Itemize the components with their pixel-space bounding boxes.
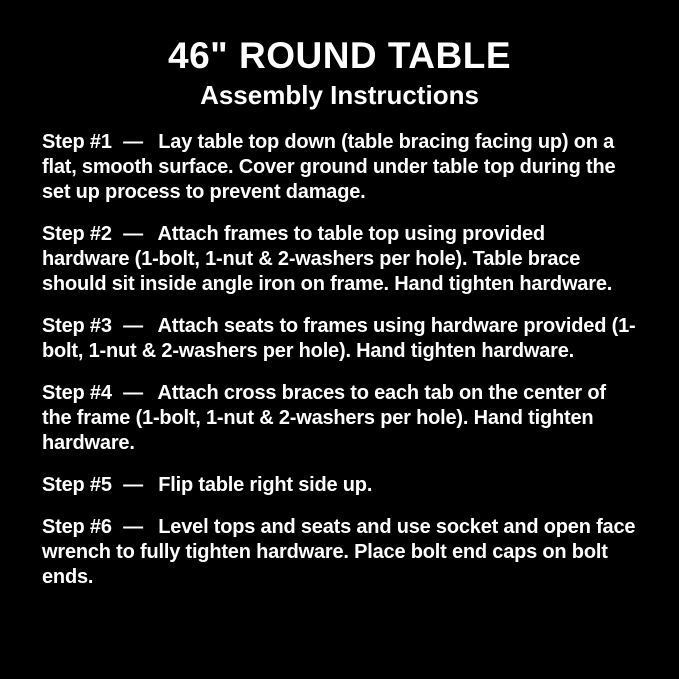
step-1-text: Lay table top down (table bracing facing up) on a flat, smooth surface. Cover ground under table top during the set up process to prevent damage. [42,131,616,203]
step-6 [42,515,637,590]
step-6-label: Step #6 [42,516,112,538]
step-2-separator: — [123,223,143,245]
step-4-separator: — [123,382,143,404]
step-1 [42,130,637,205]
step-3-text: Attach seats to frames using hardware provided (1-bolt, 1-nut & 2-washers per hole). Hand tighten hardware. [42,315,636,362]
step-5-separator: — [123,474,143,496]
step-6-text: Level tops and seats and use socket and open face wrench to fully tighten hardware. Place bolt end caps on bolt ends. [42,516,636,588]
step-3-separator: — [123,315,143,337]
step-4 [42,381,637,456]
step-6-separator: — [123,516,143,538]
page-subtitle: Assembly Instructions [200,80,479,110]
step-5-label: Step #5 [42,474,112,496]
step-1-separator: — [123,131,143,153]
step-3-label: Step #3 [42,315,112,337]
page-title: 46" ROUND TABLE [168,35,511,76]
step-2 [42,222,637,297]
step-1-label: Step #1 [42,131,112,153]
step-2-text: Attach frames to table top using provided hardware (1-bolt, 1-nut & 2-washers per hole). Table brace should sit inside angle iron on frame. Hand tighten hardware. [42,223,613,295]
step-2-label: Step #2 [42,223,112,245]
step-5-text: Flip table right side up. [158,474,373,496]
step-3 [42,314,637,364]
step-4-label: Step #4 [42,382,112,404]
step-4-text: Attach cross braces to each tab on the center of the frame (1-bolt, 1-nut & 2-washers per hole). Hand tighten hardware. [42,382,606,454]
step-5 [42,473,637,498]
